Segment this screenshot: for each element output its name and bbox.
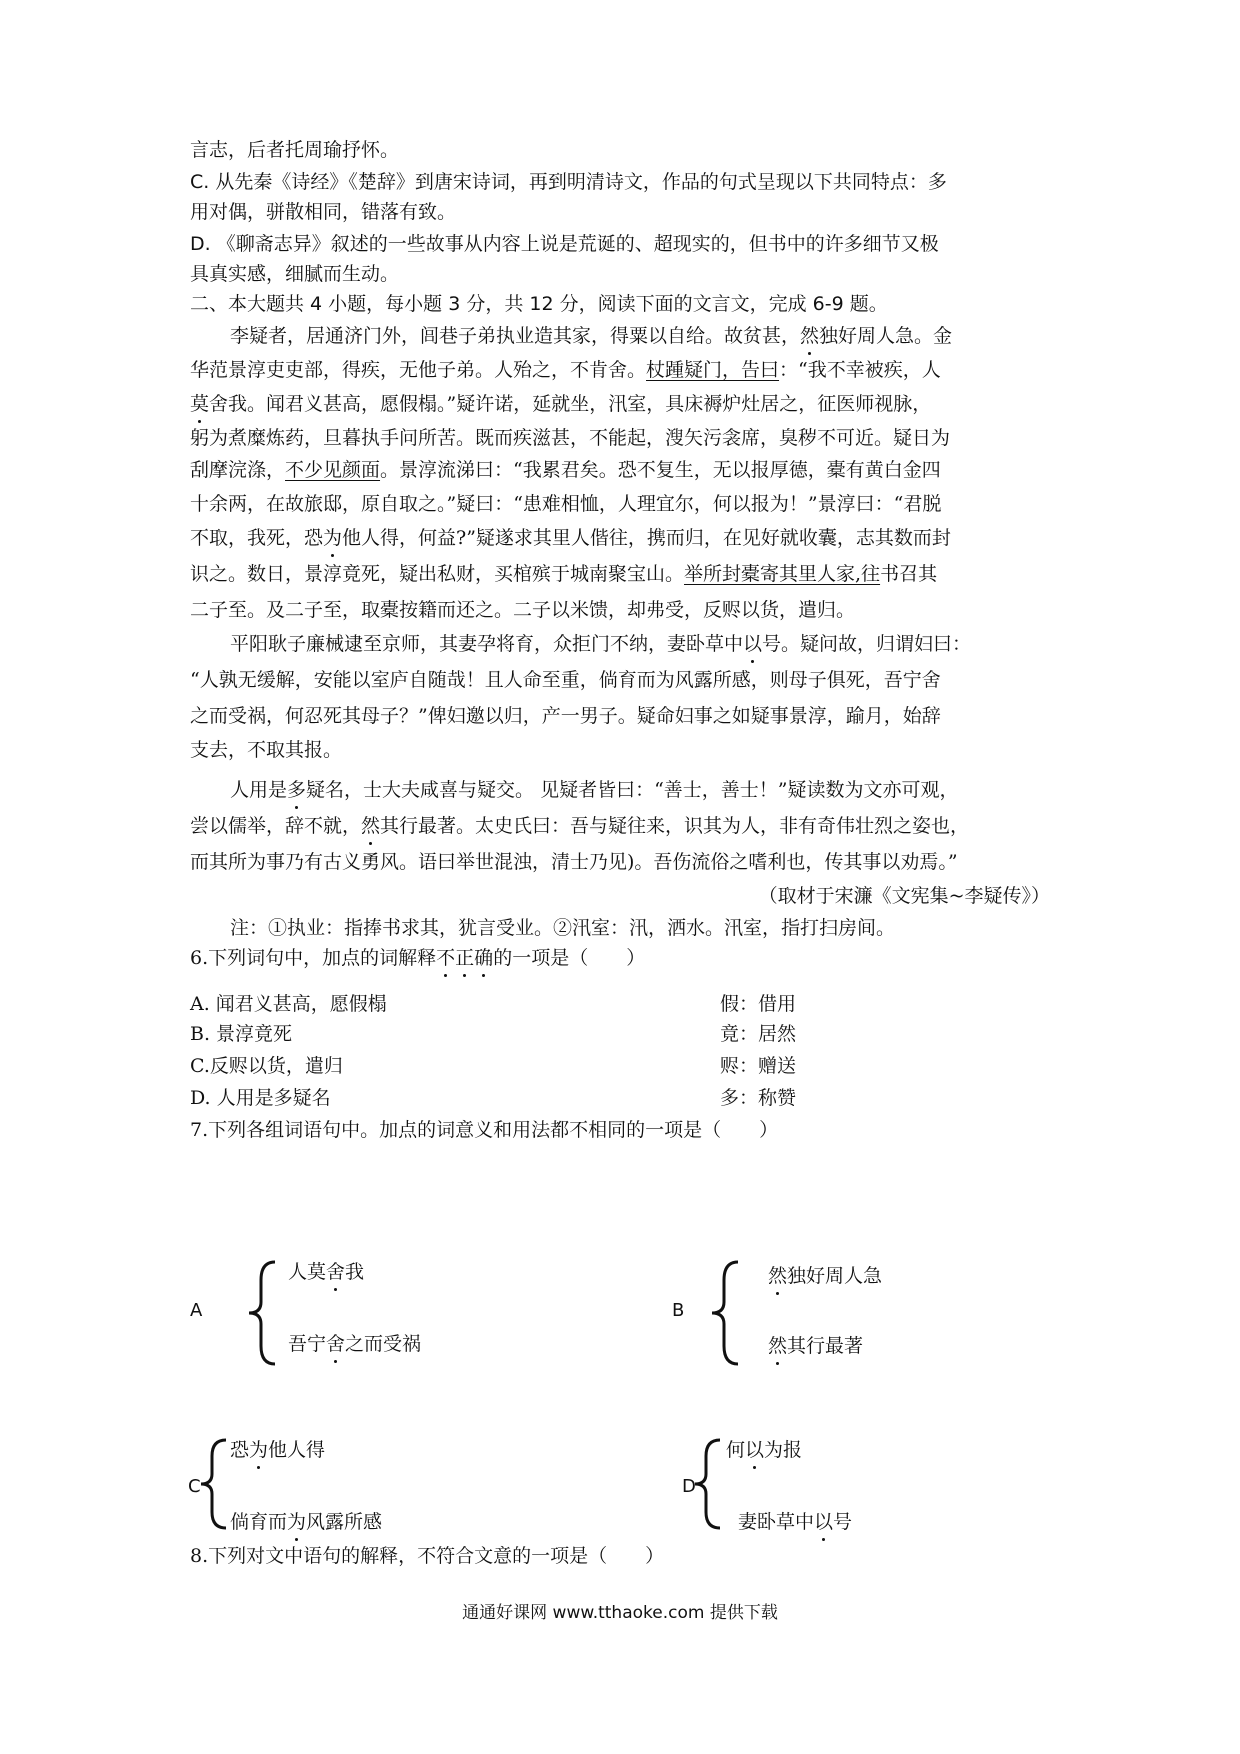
dotted-word: 为 [249, 1436, 268, 1464]
group-text: 人莫 [288, 1261, 327, 1283]
question-6-option-b: B. 景淳竟死 [190, 1023, 293, 1045]
dotted-word: 舍 [326, 1258, 345, 1286]
passage-text: 华范景淳吏吏部，得疾，无他子弟。人殆之，不肯舍。 [190, 359, 647, 381]
dotted-word: 然 [361, 812, 380, 840]
dotted-word: 为 [323, 524, 342, 552]
group-b-label: B [672, 1300, 685, 1321]
passage-text: 号。疑问故，归谓妇曰： [762, 633, 972, 655]
group-text: 其行最著 [787, 1335, 864, 1357]
underlined-phrase: 举所封橐寄其里人家,往 [684, 563, 881, 585]
dotted-word: 为 [287, 1508, 306, 1536]
question-6-option-b-gloss: 竟：居然 [720, 1023, 797, 1045]
dotted-char: 不 [436, 944, 455, 972]
dotted-word: 然 [800, 322, 819, 350]
passage-line: “人孰无缓解，安能以室庐自随哉！且人命至重，倘育而为风露所感，则母子俱死，吾宁舍 [190, 669, 941, 691]
question-6-option-c: C.反赆以货，遣归 [190, 1055, 343, 1077]
passage-line: 支去，不取其报。 [190, 739, 343, 761]
group-c-top [230, 1436, 530, 1464]
passage-text: 书召其 [880, 563, 938, 585]
group-b-top [768, 1262, 1068, 1290]
underlined-phrase: 杖踵疑门，告曰 [646, 359, 780, 381]
question-8-stem: 8.下列对文中语句的解释，不符合文意的一项是（ ） [190, 1545, 665, 1567]
passage-text: ：“我不幸被疾，人 [779, 359, 941, 381]
group-text: 恐 [230, 1439, 250, 1461]
option-c-line1: C. 从先秦《诗经》《楚辞》到唐宋诗词，再到明清诗文，作品的句式呈现以下共同特点：多 [190, 171, 947, 193]
question-6-stem [190, 944, 1060, 972]
dotted-char: 确 [474, 944, 493, 972]
section-heading: 二、本大题共 4 小题，每小题 3 分，共 12 分，阅读下面的文言文，完成 6-9 题。 [190, 293, 888, 315]
passage-line [190, 390, 1060, 418]
group-d-label: D [682, 1476, 696, 1497]
group-text: 我 [345, 1261, 365, 1283]
group-text: 为报 [764, 1439, 803, 1461]
passage-text: 我。闻君义甚高，愿假榻。”疑许诺，延就坐，汛室，具床褥炉灶居之，征医师视脉， [228, 393, 932, 415]
left-brace-icon [198, 1436, 234, 1532]
passage-line [230, 322, 1100, 350]
group-text: 号 [833, 1511, 853, 1533]
question-text: 6.下列词句中，加点的词解释 [190, 947, 437, 969]
passage-line [190, 356, 1060, 384]
group-text: 何 [726, 1439, 746, 1461]
passage-line: 而其所为事乃有古义勇风。语曰举世混浊，清士乃见)。吾伤流俗之嗜利也，传其事以劝焉。” [190, 851, 958, 873]
dotted-word: 然 [768, 1262, 787, 1290]
dotted-word: 然 [768, 1332, 787, 1360]
passage-source: （取材于宋濂《文宪集~李疑传》） [758, 885, 1050, 907]
group-text: 吾宁 [288, 1333, 327, 1355]
group-text: 倘育而 [230, 1511, 288, 1533]
group-text: 风露所感 [306, 1511, 383, 1533]
passage-line: 二子至。及二子至，取橐按籍而还之。二子以米馈，却弗受，反赆以货，遣归。 [190, 599, 856, 621]
passage-text: 独好周人急。金 [819, 325, 953, 347]
passage-text: 舍 [209, 393, 229, 415]
passage-line: 十余两，在故旅邸，原自取之。”疑曰：“患难相恤，人理宜尔，何以报为！”景淳曰：“君脱 [190, 493, 942, 515]
group-d-bottom [738, 1508, 1038, 1536]
passage-line [190, 524, 1060, 552]
passage-text: 他人得，何益?”疑遂求其里人偕往，携而归，在见好就收囊，志其数而封 [342, 527, 951, 549]
dotted-word: 以 [745, 1436, 764, 1464]
dotted-word: 莫 [190, 390, 209, 418]
passage-text: 李疑者，居通济门外，闾巷子弟执业造其家，得粟以自给。故贫甚， [230, 325, 801, 347]
group-c-bottom [230, 1508, 530, 1536]
passage-text: 尝以儒举，辞不就， [190, 815, 362, 837]
passage-line [230, 776, 1100, 804]
passage-line: 之而受祸，何忍死其母子？”俾妇邀以归，产一男子。疑命妇事之如疑事景淳，踰月，始辞 [190, 705, 941, 727]
option-d-line1: D. 《聊斋志异》叙述的一些故事从内容上说是荒诞的、超现实的，但书中的许多细节又极 [190, 233, 939, 255]
passage-text: 刮摩浣涤， [190, 459, 286, 481]
passage-text: 识之。数日，景淳竟死，疑出私财，买棺殡于城南聚宝山。 [190, 563, 685, 585]
option-c-line2: 用对偶，骈散相同，错落有致。 [190, 201, 457, 223]
question-6-option-d-gloss: 多：称赞 [720, 1087, 797, 1109]
page-footer: 通通好课网 www.tthaoke.com 提供下载 [462, 1603, 778, 1623]
passage-text: 人用是 [230, 779, 288, 801]
left-brace-icon [708, 1258, 748, 1368]
passage-line [190, 812, 1060, 840]
passage-line: 躬为煮糜炼药，旦暮执手问所苦。既而疾滋甚，不能起，溲矢污衾席，臭秽不可近。疑日为 [190, 427, 951, 449]
dotted-word: 以 [743, 630, 762, 658]
passage-text: 平阳耿子廉械逮至京师，其妻孕将育，众拒门不纳，妻卧草中 [230, 633, 744, 655]
group-a-label: A [190, 1300, 203, 1321]
text-line: 言志，后者托周瑜抒怀。 [190, 139, 400, 161]
question-text: 的一项是（ ） [493, 947, 646, 969]
question-6-option-d: D. 人用是多疑名 [190, 1087, 331, 1109]
dotted-word: 以 [814, 1508, 833, 1536]
emphasis-text [436, 947, 493, 969]
passage-line [230, 630, 1100, 658]
question-6-option-a-gloss: 假：借用 [720, 993, 797, 1015]
dotted-word: 多 [287, 776, 306, 804]
question-6-option-c-gloss: 赆：赠送 [720, 1055, 797, 1077]
dotted-word: 舍 [326, 1330, 345, 1358]
passage-text: 。景淳流涕曰：“我累君矣。恐不复生，无以报厚德，橐有黄白金四 [380, 459, 941, 481]
group-text: 妻卧草中 [738, 1511, 815, 1533]
option-d-line2: 具真实感，细腻而生动。 [190, 263, 400, 285]
passage-text: 其行最著。太史氏曰：吾与疑往来，识其为人，非有奇伟壮烈之姿也， [380, 815, 970, 837]
underlined-phrase: 不少见颜面 [285, 459, 381, 481]
passage-line [190, 560, 1060, 588]
group-text: 他人得 [268, 1439, 326, 1461]
group-c-label: C [188, 1476, 201, 1497]
question-6-option-a: A. 闻君义甚高，愿假榻 [190, 993, 387, 1015]
question-7-stem: 7.下列各组词语句中。加点的词意义和用法都不相同的一项是（ ） [190, 1119, 779, 1141]
dotted-char: 正 [455, 944, 474, 972]
group-text: 独好周人急 [787, 1265, 883, 1287]
group-text: 之而受祸 [345, 1333, 422, 1355]
left-brace-icon [692, 1436, 728, 1532]
passage-line [190, 456, 1060, 484]
passage-text: 不取，我死，恐 [190, 527, 324, 549]
group-d-top [726, 1436, 1026, 1464]
group-b-bottom [768, 1332, 1068, 1360]
passage-text: 疑名，士大夫咸喜与疑交。 见疑者皆曰：“善士，善士！”疑读数为文亦可观， [306, 779, 959, 801]
passage-note: 注：①执业：指捧书求其，犹言受业。②汛室：汛，洒水。汛室，指打扫房间。 [230, 917, 896, 939]
left-brace-icon [245, 1258, 285, 1368]
